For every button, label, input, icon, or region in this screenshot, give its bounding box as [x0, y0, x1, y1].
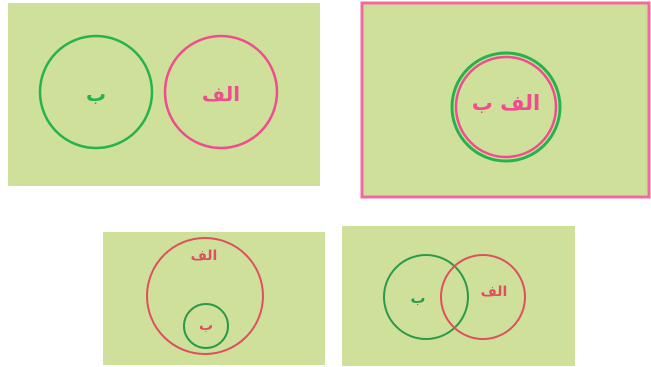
set-b-label: ب: [85, 82, 107, 106]
panel-overlap: [342, 226, 575, 366]
panel-subset: [103, 232, 325, 365]
set-a-label: الف: [201, 82, 241, 106]
panel-equal: [362, 3, 649, 197]
panel-disjoint: [8, 3, 320, 186]
equal-sets-label: الف ب: [471, 91, 541, 115]
set-a-label: الف: [480, 284, 508, 300]
set-b-label: ب: [410, 289, 426, 307]
universal-set-rect: [342, 226, 575, 366]
set-b-label: ب: [198, 318, 214, 334]
set-a-label: الف: [190, 248, 218, 264]
